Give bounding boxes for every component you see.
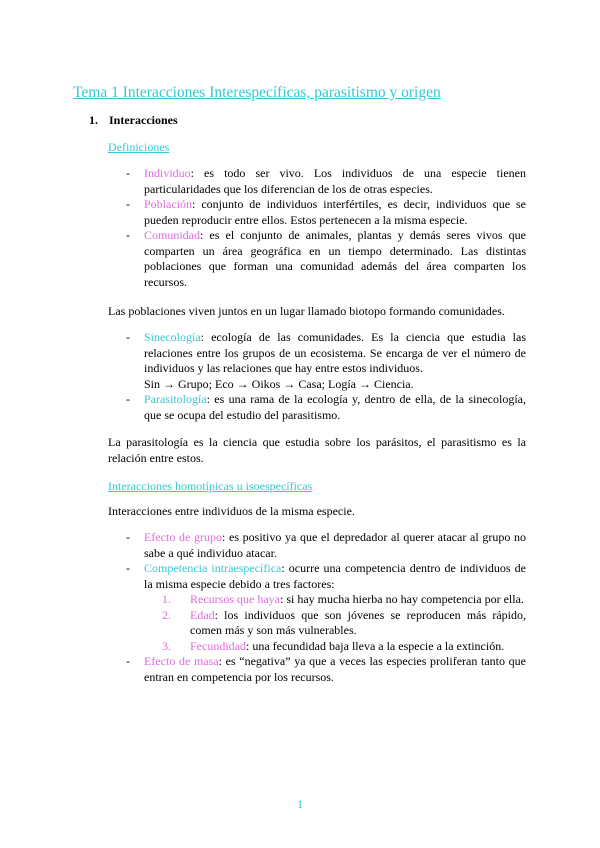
term-sinecologia: Sinecología [144,330,201,344]
term-fecundidad: Fecundidad [190,638,246,653]
section-label: Interacciones [109,113,178,127]
factor-item [144,592,526,608]
definition-text: : conjunto de individuos interfértiles, es decir, individuos que se pueden reproducir entre ellos. Estos pertenecen a la misma especie. [144,197,526,227]
dash-bullet: - [126,530,130,544]
section-heading [89,113,178,128]
dash-bullet: - [126,561,130,575]
term-efecto-masa: Efecto de masa [144,654,219,668]
factor-item [144,608,526,639]
document-title: Tema 1 Interacciones Interespecíficas, parasitismo y origen [73,84,441,101]
factor-number: 2. [162,607,171,622]
dash-bullet: - [126,228,130,242]
factor-number: 3. [162,638,171,653]
dash-bullet: - [126,654,130,668]
page-number: 1 [297,797,303,811]
list-item [108,392,526,423]
definition-text: : es “negativa” ya que a veces las especies proliferan tanto que entran en competencia por los recursos. [144,654,526,684]
factor-text: : si hay mucha hierba no hay competencia por ella. [279,592,524,606]
list-item [108,330,526,392]
term-parasitologia: Parasitología [144,392,207,406]
definition-text: : es todo ser vivo. Los individuos de una especie tienen particularidades que los diferencian de los de otras especies. [144,166,526,196]
definition-text: : ecología de las comunidades. Es la ciencia que estudia las relaciones entre los grupos de un ecosistema. Se encarga de ver el número de individuos y las relaciones que hay entre estos individuos. [144,330,526,375]
factor-item [144,639,526,655]
list-item [108,166,526,197]
term-comunidad: Comunidad [144,228,200,242]
dash-bullet: - [126,330,130,344]
definition-text: : es una rama de la ecología y, dentro de ella, de la sinecología, que se ocupa del estudio del parasitismo. [144,392,526,422]
dash-bullet: - [126,392,130,406]
definition-text: : es positivo ya que el depredador al querer atacar al grupo no sabe a qué individuo atacar. [144,530,526,560]
term-efecto-grupo: Efecto de grupo [144,530,222,544]
subheading-definiciones: Definiciones [108,140,170,154]
paragraph-homotipicas-intro: Interacciones entre individuos de la misma especie. [108,504,355,518]
factors-list [144,592,526,654]
paragraph-parasitologia: La parasitología es la ciencia que estudia sobre los parásitos, el parasitismo es la relación entre estos. [108,435,526,465]
definition-text: : es el conjunto de animales, plantas y demás seres vivos que comparten un área geográfica en un tiempo determinado. Las distintas poblaciones que forman una comunidad además del área comparten los recursos. [144,228,526,289]
paragraph-biotopo: Las poblaciones viven juntos en un lugar llamado biotopo formando comunidades. [108,304,505,318]
definitions-list [108,166,526,290]
dash-bullet: - [126,197,130,211]
homotipicas-list [108,530,526,685]
dash-bullet: - [126,166,130,180]
sinecologia-list [108,330,526,423]
term-individuo: Individuo [144,166,191,180]
section-number: 1. [89,113,98,127]
list-item [108,654,526,685]
list-item [108,197,526,228]
factor-text: : una fecundidad baja lleva a la especie a la extinción. [246,638,505,653]
list-item [108,561,526,654]
etymology-text: Sin → Grupo; Eco → Oikos → Casa; Logía → Ciencia. [144,376,414,391]
term-poblacion: Población [144,197,192,211]
term-competencia-intraespecifica: Competencia intraespecífica [144,561,282,575]
list-item [108,228,526,290]
subheading-homotipicas: Interacciones homotípicas u isoespecíficas [108,479,313,493]
definition-text: : ocurre una competencia dentro de individuos de la misma especie debido a tres factores: [144,561,527,591]
factor-number: 1. [162,592,171,606]
list-item [108,530,526,561]
term-recursos: Recursos que haya [190,592,280,606]
factor-text: : los individuos que son jóvenes se reproducen más rápido, comen más y son más vulnerables. [190,607,526,637]
term-edad: Edad [190,607,215,622]
